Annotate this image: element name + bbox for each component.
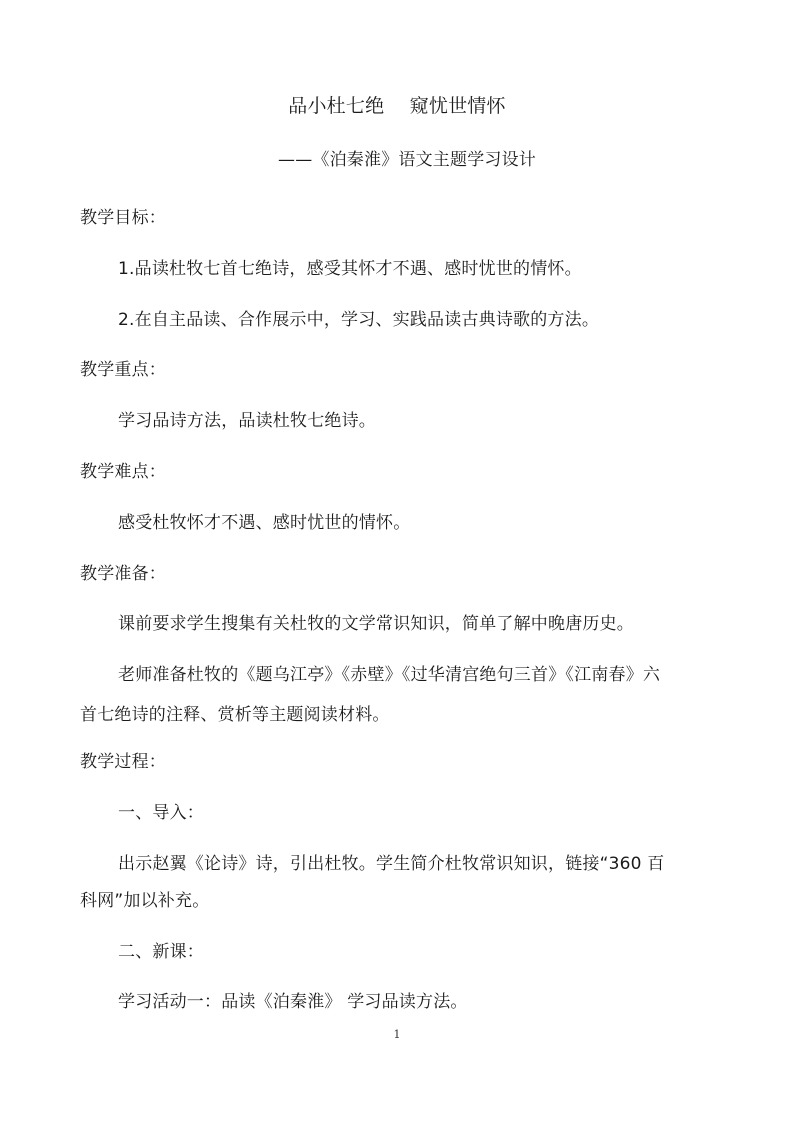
preparation-heading: 教学准备： bbox=[80, 564, 166, 584]
preparation-1: 课前要求学生搜集有关杜牧的文学常识知识，简单了解中晚唐历史。 bbox=[118, 614, 634, 634]
objectives-heading: 教学目标： bbox=[80, 208, 166, 228]
objective-2: 2.在自主品读、合作展示中，学习、实践品读古典诗歌的方法。 bbox=[118, 310, 600, 330]
page-title: 品小杜七绝 窥忧世情怀 bbox=[288, 95, 506, 117]
objective-1: 1.品读杜牧七首七绝诗，感受其怀才不遇、感时忧世的情怀。 bbox=[118, 259, 582, 279]
difficulties-heading: 教学难点： bbox=[80, 462, 166, 482]
intro-line2: 科网”加以补充。 bbox=[80, 891, 210, 911]
intro-heading: 一、导入： bbox=[118, 803, 204, 823]
new-lesson-heading: 二、新课： bbox=[118, 942, 204, 962]
preparation-2-line2: 首七绝诗的注释、赏析等主题阅读材料。 bbox=[80, 705, 390, 725]
key-points-text: 学习品诗方法，品读杜牧七绝诗。 bbox=[118, 411, 376, 431]
activity-1: 学习活动一：品读《泊秦淮》 学习品读方法。 bbox=[118, 992, 468, 1012]
key-points-heading: 教学重点： bbox=[80, 360, 166, 380]
preparation-2-line1: 老师准备杜牧的《题乌江亭》《赤壁》《过华清宫绝句三首》《江南春》六 bbox=[118, 665, 661, 685]
difficulties-text: 感受杜牧怀才不遇、感时忧世的情怀。 bbox=[118, 513, 411, 533]
page-subtitle: ——《泊秦淮》语文主题学习设计 bbox=[278, 150, 536, 170]
process-heading: 教学过程： bbox=[80, 752, 166, 772]
intro-line1: 出示赵翼《论诗》诗，引出杜牧。学生简介杜牧常识知识，链接“360 百 bbox=[118, 854, 665, 874]
page-number: 1 bbox=[393, 1028, 401, 1041]
